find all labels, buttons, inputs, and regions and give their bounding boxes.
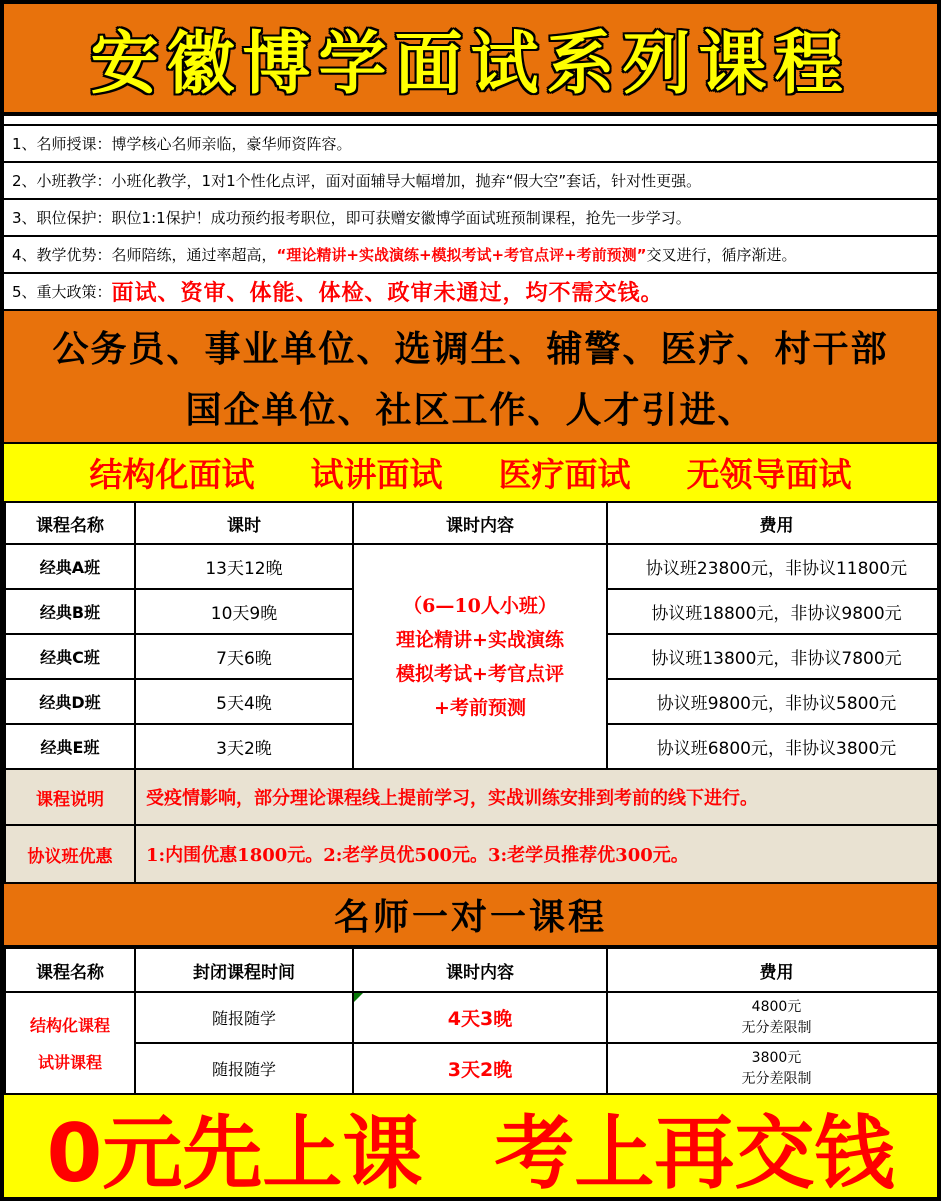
feature-text: 2、小班教学：小班化教学，1对1个性化点评，面对面辅导大幅增加，抛弃“假大空”套话，针对性更强。 <box>12 172 702 190</box>
duration-text: 4天3晚 <box>447 1008 513 1030</box>
one-on-one-name-cell <box>5 992 135 1094</box>
course-duration-cell: 13天12晚 <box>135 544 353 589</box>
course-fee-cell: 协议班9800元，非协议5800元 <box>607 679 941 724</box>
audience-line-2: 国企单位、社区工作、人才引进、 <box>185 389 756 431</box>
course-fee-cell: 协议班23800元，非协议11800元 <box>607 544 941 589</box>
feature-highlight: “理论精讲+实战演练+模拟考试+考官点评+考前预测” <box>276 246 647 264</box>
one-on-one-row-lecture <box>5 1043 941 1094</box>
content-line: （6—10人小班） <box>403 594 557 617</box>
footer-banner <box>4 1095 937 1200</box>
schedule-cell: 随报随学 <box>135 992 353 1043</box>
note-row <box>5 769 941 825</box>
fee-amount: 3800元 <box>751 1049 802 1066</box>
column-header-content: 课时内容 <box>353 948 607 992</box>
green-corner-marker-icon <box>354 993 363 1002</box>
discount-content-cell: 1:内围优惠1800元。2:老学员优500元。3:老学员推荐优300元。 <box>135 825 941 883</box>
one-on-one-banner-title: 名师一对一课程 <box>333 897 607 938</box>
content-line: +考前预测 <box>434 696 526 719</box>
feature-row-1 <box>4 126 937 163</box>
interview-type-medical: 医疗面试 <box>498 455 631 494</box>
poster-title: 安徽博学面试系列课程 <box>90 24 851 104</box>
feature-row-4 <box>4 237 937 274</box>
fee-condition: 无分差限制 <box>741 1070 812 1087</box>
course-duration-cell: 3天2晚 <box>135 724 353 769</box>
duration-cell <box>353 992 607 1043</box>
fee-cell <box>607 1043 941 1094</box>
course-duration-cell: 10天9晚 <box>135 589 353 634</box>
course-name-cell: 经典E班 <box>5 724 135 769</box>
course-duration-cell: 5天4晚 <box>135 679 353 724</box>
feature-text-suffix: 交叉进行，循序渐进。 <box>646 246 797 264</box>
interview-types-banner <box>4 444 937 501</box>
header-banner <box>4 4 937 116</box>
note-label-cell: 课程说明 <box>5 769 135 825</box>
discount-row <box>5 825 941 883</box>
feature-row-5 <box>4 274 937 311</box>
feature-text: 5、重大政策： <box>12 283 112 301</box>
course-duration-cell: 7天6晚 <box>135 634 353 679</box>
column-header-schedule: 封闭课程时间 <box>135 948 353 992</box>
audience-banner <box>4 311 937 444</box>
column-header-fee: 费用 <box>607 502 941 544</box>
feature-text: 3、职位保护：职位1:1保护！成功预约报考职位，即可获赠安徽博学面试班预制课程，抢先一步学习。 <box>12 209 691 227</box>
content-line: 模拟考试+考官点评 <box>396 662 564 685</box>
one-on-one-row-structured <box>5 992 941 1043</box>
fee-cell <box>607 992 941 1043</box>
one-on-one-name-lecture: 试讲课程 <box>37 1053 102 1072</box>
feature-list <box>4 124 937 311</box>
interview-type-leaderless: 无领导面试 <box>686 455 852 494</box>
fee-condition: 无分差限制 <box>741 1019 812 1036</box>
fee-amount: 4800元 <box>751 998 802 1015</box>
course-table-header-row <box>5 502 941 544</box>
column-header-course-name: 课程名称 <box>5 502 135 544</box>
one-on-one-table <box>4 947 941 1095</box>
course-row-a <box>5 544 941 589</box>
note-content-cell: 受疫情影响，部分理论课程线上提前学习，实战训练安排到考前的线下进行。 <box>135 769 941 825</box>
feature-text: 1、名师授课：博学核心名师亲临，豪华师资阵容。 <box>12 135 352 153</box>
column-header-duration: 课时 <box>135 502 353 544</box>
course-table <box>4 501 941 884</box>
column-header-fee: 费用 <box>607 948 941 992</box>
interview-type-lecture: 试讲面试 <box>310 455 443 494</box>
header-gap <box>4 116 937 124</box>
one-on-one-banner <box>4 884 937 947</box>
duration-text: 3天2晚 <box>447 1059 513 1081</box>
course-name-cell: 经典B班 <box>5 589 135 634</box>
column-header-content: 课时内容 <box>353 502 607 544</box>
course-fee-cell: 协议班6800元，非协议3800元 <box>607 724 941 769</box>
feature-highlight: 面试、资审、体能、体检、政审未通过，均不需交钱。 <box>111 280 664 306</box>
footer-text-left: 0元先上课 <box>46 1106 423 1200</box>
course-fee-cell: 协议班13800元，非协议7800元 <box>607 634 941 679</box>
column-header-course-name: 课程名称 <box>5 948 135 992</box>
audience-line-1: 公务员、事业单位、选调生、辅警、医疗、村干部 <box>52 328 889 370</box>
schedule-cell: 随报随学 <box>135 1043 353 1094</box>
feature-row-3 <box>4 200 937 237</box>
one-on-one-name-structured: 结构化课程 <box>29 1016 110 1035</box>
course-content-cell <box>353 544 607 769</box>
course-name-cell: 经典A班 <box>5 544 135 589</box>
one-on-one-header-row <box>5 948 941 992</box>
course-name-cell: 经典C班 <box>5 634 135 679</box>
footer-text-right: 考上再交钱 <box>494 1106 895 1200</box>
duration-cell <box>353 1043 607 1094</box>
interview-type-structured: 结构化面试 <box>89 455 255 494</box>
feature-row-2 <box>4 163 937 200</box>
feature-text: 4、教学优势：名师陪练，通过率超高， <box>12 246 277 264</box>
course-name-cell: 经典D班 <box>5 679 135 724</box>
content-line: 理论精讲+实战演练 <box>396 628 564 651</box>
discount-label-cell: 协议班优惠 <box>5 825 135 883</box>
course-fee-cell: 协议班18800元，非协议9800元 <box>607 589 941 634</box>
